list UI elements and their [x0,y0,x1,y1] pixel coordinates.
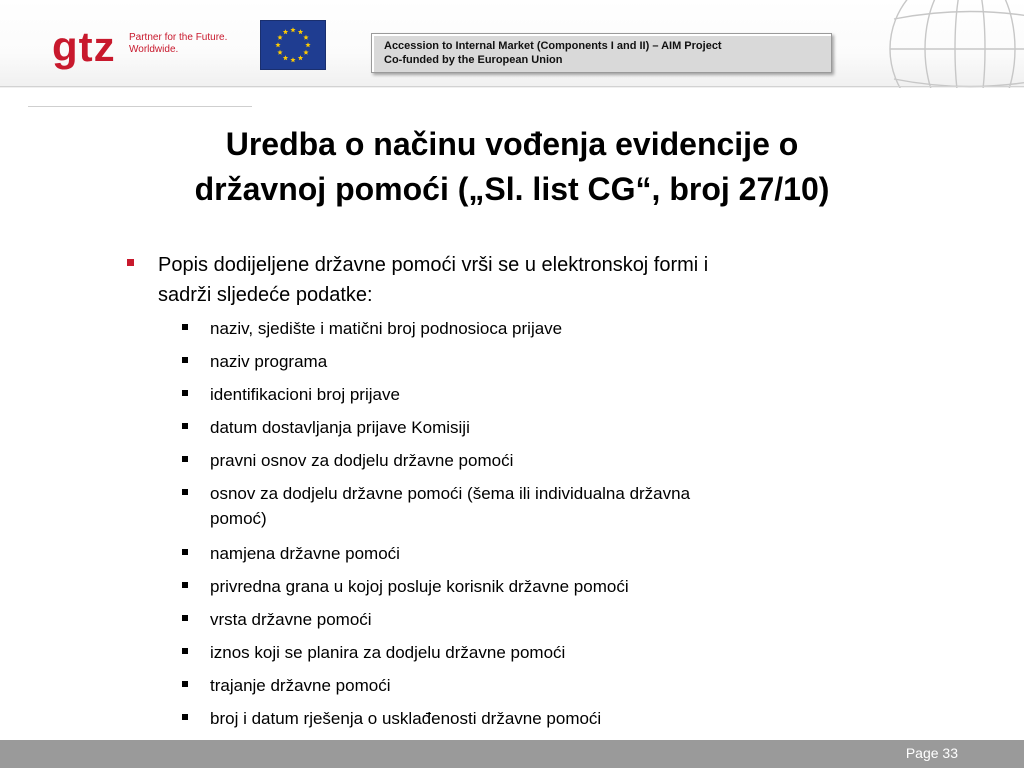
eu-star-icon [277,50,282,55]
globe-icon [880,0,1024,88]
project-text [384,39,722,67]
sub-point: broj i datum rješenja o usklađenosti državne pomoći [210,709,602,728]
eu-star-icon [275,42,280,47]
eu-star-icon [305,42,310,47]
square-bullet-icon [182,714,188,720]
eu-star-icon [283,55,288,60]
page-number: Page 33 [905,745,958,761]
eu-star-icon [277,35,282,40]
eu-star-icon [290,27,295,32]
sub-point: datum dostavljanja prijave Komisiji [210,418,470,437]
slide-title-line-2: državnoj pomoći („Sl. list CG“, broj 27/10) [194,171,830,207]
gtz-tagline-line1: Partner for the Future. [129,32,228,43]
sub-point: naziv programa [210,352,328,371]
main-point [158,250,918,310]
gtz-tagline-line2: Worldwide. [129,44,179,55]
eu-flag-icon [260,20,326,70]
square-bullet-icon [127,259,134,266]
eu-star-icon [303,50,308,55]
project-line-2: Co-funded by the European Union [384,54,563,66]
square-bullet-icon [182,648,188,654]
slide-title [60,122,964,212]
square-bullet-icon [182,549,188,555]
eu-star-icon [283,29,288,34]
footer-bar [0,740,1024,768]
square-bullet-icon [182,681,188,687]
main-point-line-2: sadrži sljedeće podatke: [158,284,373,306]
header-band [0,0,1024,88]
sub-point-line-1: osnov za dodjelu državne pomoći (šema ili individualna državna [210,484,691,503]
sub-point: privredna grana u kojoj posluje korisnik državne pomoći [210,577,629,596]
square-bullet-icon [182,423,188,429]
sub-point: identifikacioni broj prijave [210,385,400,404]
square-bullet-icon [182,489,188,495]
square-bullet-icon [182,456,188,462]
eu-star-icon [303,35,308,40]
sub-point: namjena državne pomoći [210,544,400,563]
sub-point: iznos koji se planira za dodjelu državne pomoći [210,643,566,662]
sub-point: naziv, sjedište i matični broj podnosioca prijave [210,319,563,338]
square-bullet-icon [182,582,188,588]
square-bullet-icon [182,615,188,621]
gtz-wordmark: gtz [52,23,116,70]
sub-point: pravni osnov za dodjelu državne pomoći [210,451,514,470]
square-bullet-icon [182,357,188,363]
project-line-1: Accession to Internal Market (Components I and II) – AIM Project [384,40,722,52]
project-info-box [371,33,832,73]
eu-star-icon [298,29,303,34]
sub-point [210,481,910,531]
title-separator [28,106,252,107]
eu-stars-icon [261,21,325,69]
sub-point: trajanje državne pomoći [210,676,391,695]
sub-point: vrsta državne pomoći [210,610,372,629]
eu-star-icon [290,57,295,62]
slide-title-line-1: Uredba o načinu vođenja evidencije o [225,126,799,162]
square-bullet-icon [182,390,188,396]
sub-point-line-2: pomoć) [210,509,267,528]
gtz-tagline [129,32,239,56]
eu-star-icon [298,55,303,60]
square-bullet-icon [182,324,188,330]
main-point-line-1: Popis dodijeljene državne pomoći vrši se u elektronskoj formi i [158,254,709,276]
header-divider [0,86,1024,87]
